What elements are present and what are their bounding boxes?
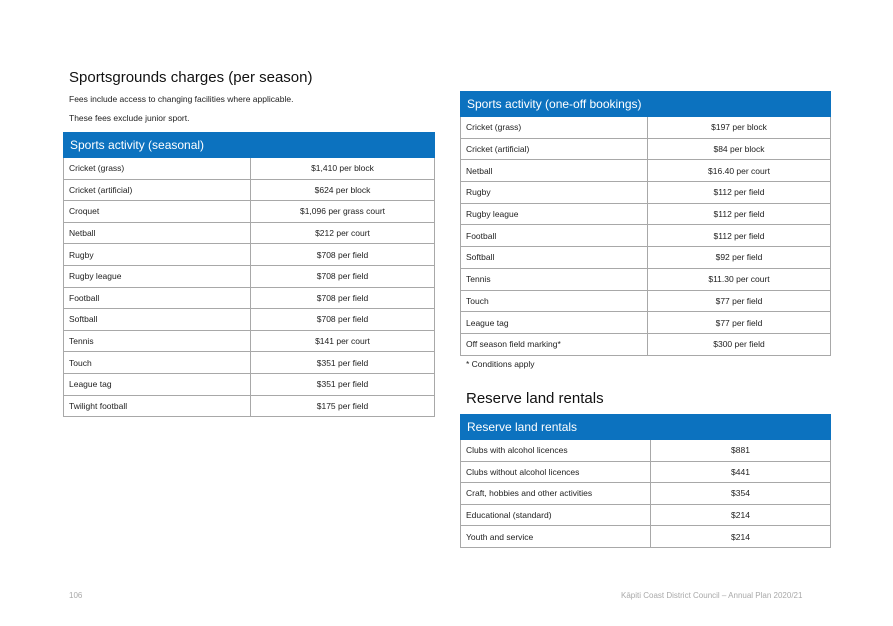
row-value: $354 xyxy=(651,483,831,505)
table-row xyxy=(64,309,435,331)
row-label: Rugby xyxy=(64,244,251,266)
table-row xyxy=(64,158,435,180)
reserve-table xyxy=(460,414,831,548)
table-row xyxy=(64,179,435,201)
table-row xyxy=(64,222,435,244)
row-value: $1,410 per block xyxy=(251,158,435,180)
table-row xyxy=(64,352,435,374)
footer-publication: Kāpiti Coast District Council – Annual Plan 2020/21 xyxy=(621,591,803,600)
row-label: Cricket (grass) xyxy=(64,158,251,180)
oneoff-table xyxy=(460,91,831,356)
table-row xyxy=(461,117,831,139)
row-value: $881 xyxy=(651,440,831,462)
table-row xyxy=(461,160,831,182)
row-label: Twilight football xyxy=(64,395,251,417)
row-value: $84 per block xyxy=(648,138,831,160)
row-label: Tennis xyxy=(64,330,251,352)
table-row xyxy=(64,395,435,417)
row-value: $77 per field xyxy=(648,290,831,312)
seasonal-table-body xyxy=(64,158,435,417)
row-label: Cricket (artificial) xyxy=(461,138,648,160)
reserve-title: Reserve land rentals xyxy=(466,390,604,407)
table-row xyxy=(461,440,831,462)
table-row xyxy=(461,203,831,225)
table-row xyxy=(461,333,831,355)
page-title: Sportsgrounds charges (per season) xyxy=(69,69,313,86)
table-row xyxy=(64,244,435,266)
row-label: Clubs without alcohol licences xyxy=(461,461,651,483)
row-label: League tag xyxy=(64,373,251,395)
row-value: $214 xyxy=(651,504,831,526)
conditions-footnote: * Conditions apply xyxy=(466,359,535,369)
row-value: $441 xyxy=(651,461,831,483)
table-row xyxy=(461,182,831,204)
row-label: Netball xyxy=(461,160,648,182)
row-value: $351 per field xyxy=(251,352,435,374)
row-label: Softball xyxy=(461,247,648,269)
table-row xyxy=(64,373,435,395)
row-value: $708 per field xyxy=(251,244,435,266)
row-value: $624 per block xyxy=(251,179,435,201)
row-value: $112 per field xyxy=(648,225,831,247)
row-label: Craft, hobbies and other activities xyxy=(461,483,651,505)
row-value: $112 per field xyxy=(648,203,831,225)
table-row xyxy=(64,330,435,352)
row-label: Rugby league xyxy=(461,203,648,225)
table-row xyxy=(461,138,831,160)
table-row xyxy=(461,247,831,269)
table-row xyxy=(461,268,831,290)
row-value: $112 per field xyxy=(648,182,831,204)
row-value: $92 per field xyxy=(648,247,831,269)
reserve-table-header: Reserve land rentals xyxy=(461,415,831,440)
oneoff-table-header: Sports activity (one-off bookings) xyxy=(461,92,831,117)
oneoff-table-body xyxy=(461,117,831,356)
table-row xyxy=(461,526,831,548)
table-row xyxy=(461,225,831,247)
row-value: $708 per field xyxy=(251,309,435,331)
row-value: $708 per field xyxy=(251,265,435,287)
row-label: Netball xyxy=(64,222,251,244)
row-value: $1,096 per grass court xyxy=(251,201,435,223)
row-label: Rugby xyxy=(461,182,648,204)
row-value: $175 per field xyxy=(251,395,435,417)
row-value: $212 per court xyxy=(251,222,435,244)
row-value: $77 per field xyxy=(648,312,831,334)
row-label: Croquet xyxy=(64,201,251,223)
seasonal-table xyxy=(63,132,435,417)
row-label: Touch xyxy=(461,290,648,312)
row-label: Cricket (grass) xyxy=(461,117,648,139)
row-label: Cricket (artificial) xyxy=(64,179,251,201)
row-label: Clubs with alcohol licences xyxy=(461,440,651,462)
row-label: Touch xyxy=(64,352,251,374)
table-row xyxy=(461,504,831,526)
row-label: Tennis xyxy=(461,268,648,290)
row-label: Off season field marking* xyxy=(461,333,648,355)
table-row xyxy=(461,312,831,334)
row-label: Rugby league xyxy=(64,265,251,287)
reserve-table-body xyxy=(461,440,831,548)
table-row xyxy=(64,201,435,223)
row-value: $197 per block xyxy=(648,117,831,139)
row-label: Youth and service xyxy=(461,526,651,548)
row-label: Football xyxy=(64,287,251,309)
row-label: Football xyxy=(461,225,648,247)
row-value: $708 per field xyxy=(251,287,435,309)
row-label: League tag xyxy=(461,312,648,334)
row-value: $11.30 per court xyxy=(648,268,831,290)
row-label: Softball xyxy=(64,309,251,331)
row-label: Educational (standard) xyxy=(461,504,651,526)
table-row xyxy=(64,265,435,287)
row-value: $141 per court xyxy=(251,330,435,352)
row-value: $16.40 per court xyxy=(648,160,831,182)
table-row xyxy=(461,461,831,483)
table-row xyxy=(461,483,831,505)
seasonal-table-header: Sports activity (seasonal) xyxy=(64,133,435,158)
row-value: $351 per field xyxy=(251,373,435,395)
page-number: 106 xyxy=(69,591,83,600)
row-value: $214 xyxy=(651,526,831,548)
fees-note-changing: Fees include access to changing facilities where applicable. xyxy=(69,94,294,104)
table-row xyxy=(64,287,435,309)
table-row xyxy=(461,290,831,312)
fees-note-junior: These fees exclude junior sport. xyxy=(69,113,190,123)
row-value: $300 per field xyxy=(648,333,831,355)
